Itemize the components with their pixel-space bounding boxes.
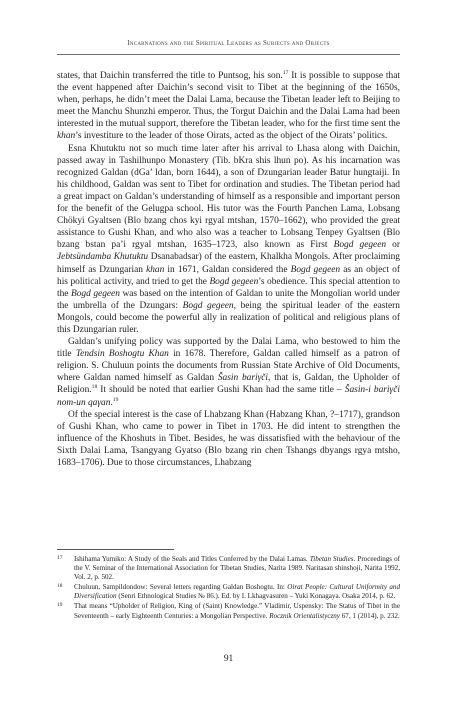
italic-text: Bogd gegeen: [182, 300, 234, 311]
text-run: , that is, Galdan, the Upholder of Religion.: [57, 373, 400, 396]
footnote: [57, 583, 400, 601]
italic-text: khan: [146, 264, 165, 275]
paragraph: [57, 143, 400, 337]
body-text: [57, 70, 400, 469]
text-run: , being the spiritual leader of the eastern Mongols, could become the powerful ally in realization of political and religious plans of this Dzungarian ruler.: [57, 300, 400, 335]
text-run: (Senri Ethnological Studies № 86.). Ed. by I. Lkhagvasuren – Yuki Konagaya. Osaka 2014, p. 62.: [116, 592, 396, 601]
text-run: Galdan’s unifying policy was supported by the Dalai Lama, who bestowed to him the title: [57, 337, 400, 360]
footnote-marker: 19: [112, 396, 119, 403]
footnote-number: 18: [57, 583, 63, 590]
text-run: 67, 1 (2014), p. 232.: [339, 611, 400, 620]
footnote: [57, 555, 400, 582]
text-run: Chuluun, Sampildondow: Several letters regarding Galdan Boshogtu. In:: [74, 583, 288, 592]
italic-text: Rocznik Orientalistyczny: [269, 611, 340, 620]
italic-text: Šasin-i bariγči nom-un qaγan: [57, 385, 400, 408]
paragraph: [57, 409, 400, 469]
text-run: It is possible to suppose that the event happened after Daichin’s second visit to Tibet at the beginning of the 1650s, when, perhaps, he didn’t meet the Dalai Lama, because the Tibetan leader left to Beijing to meet the Manchu Shunzhi emperor. Thus, the Torgut Daichin and the Dalai Lama had been interested in the mutual support, therefore the Tibetan leader, who for the first time sent the: [57, 71, 400, 130]
italic-text: Tibetan Studies: [309, 555, 354, 563]
text-run: That means “Upholder of Religion, King of (Saint) Knowledge.” Vladimir, Uspensky: The Status of Tibet in the Seventeenth – early Eighteenth Centuries: a Mongolian Perspective.: [74, 602, 400, 620]
paragraph: [57, 336, 400, 409]
italic-text: Bogd gegeen: [333, 240, 387, 251]
italic-text: khan: [57, 131, 76, 142]
italic-text: Jebtsündamba Khutuktu: [57, 252, 149, 263]
header-rule: [57, 54, 400, 55]
page-number: 91: [223, 654, 234, 664]
text-run: Of the special interest is the case of Lhabzang Khan (Habzang Khan, ?–1717), grandson of Gushi Khan, who came to power in Tibet in 1703. He did intent to strengthen the influence of the Khoshuts in Tibet. Besides, he was dissatisfied with the behaviour of the Sixth Dalai Lama, Tsangyang Gyatso (Blo bzang rin chen Tshangs dbyangs rgya mtsho, 1683–1706). Due to those circumstances, Lhabzang: [57, 409, 400, 468]
italic-text: Oirat People: Cultural Uniformity and Diversification: [74, 583, 400, 601]
text-run: Esna Khutuktu not so much time later after his arrival to Lhasa along with Daichin, passed away in Tashilhunpo Monastery (Tib. bKra shis lhun po). As his incarnation was recognized Galdan (dGa’ ldan, born 1644), a son of Dzungarian leader Batur hungtaiji. In his childhood, Galdan was sent to Tibet for ordination and studies. The Tibetan period had a great impact on Galdan’s understanding of himself as a responsible and important person for the benefit of the Gelugpa school. His tutor was the Fourth Panchen Lama, Lobsang Chökyi Gyaltsen (Blo bzang chos kyi rgyal mtshan, 1570–1662), who provided the great assistance to Gushi Khan, and who also was a teacher to Lobsang Tenpey Gyaltsen (Blo bzang bstan pa’i rgyal mtshan, 1635–1723, also known as First: [57, 143, 400, 251]
paragraph: [57, 70, 400, 143]
text-run: Dsanabadsar) of the eastern, Khalkha Mongols. After proclaiming himself as Dzungarian: [57, 252, 400, 275]
text-run: as an object of his political activity, and tried to get the: [57, 264, 400, 287]
text-run: states, that Daichin transferred the title to Puntsog, his son.: [57, 71, 283, 81]
italic-text: Bogd gegeen: [290, 264, 341, 275]
text-run: It should be noted that earlier Gushi Khan had the same title –: [97, 385, 345, 396]
text-run: Ishihama Yumiko: A Study of the Seals and Titles Conferred by the Dalai Lamas.: [74, 555, 310, 563]
italic-text: Tendsin Boshogtu Khan: [75, 349, 169, 360]
text-run: in 1671, Galdan considered the: [164, 264, 291, 275]
text-run: .: [110, 397, 113, 408]
italic-text: Bogd gegeen: [71, 288, 120, 299]
text-run: in 1678. Therefore, Galdan called himself as a patron of religion. S. Chuluun points the documents from Russian State Archive of Old Documents, where Galdan named himself as Galdan: [57, 349, 400, 384]
running-head: Incarnations and the Spiritual Leaders as Subjects and Objects: [127, 40, 330, 47]
footnote-number: 17: [57, 555, 63, 561]
text-run: ’s obedience. This special attention to the: [57, 276, 400, 299]
italic-text: Bogd gegeen: [209, 276, 259, 287]
text-run: . Proceedings of the V. Seminar of the International Association for Tibetan Studies, Narita 1989. Naritasan shinshoji, Narita 1992, Vol. 2, p. 502.: [74, 555, 400, 582]
footnotes: [57, 555, 400, 622]
italic-text: Šasin bariγči: [217, 373, 269, 384]
text-run: was based on the intention of Galdan to unite the Mongolian world under the umbrella of the Dzungars:: [57, 288, 400, 311]
footnote: [57, 602, 400, 620]
footnote-marker: 17: [282, 70, 289, 76]
text-run: or: [386, 240, 400, 251]
footnote-marker: 18: [91, 384, 98, 391]
footnote-number: 19: [57, 602, 63, 609]
footnote-rule: [57, 549, 174, 550]
text-run: ’s investiture to the leader of those Oirats, acted as the object of the Oirats’ politics.: [75, 131, 388, 142]
